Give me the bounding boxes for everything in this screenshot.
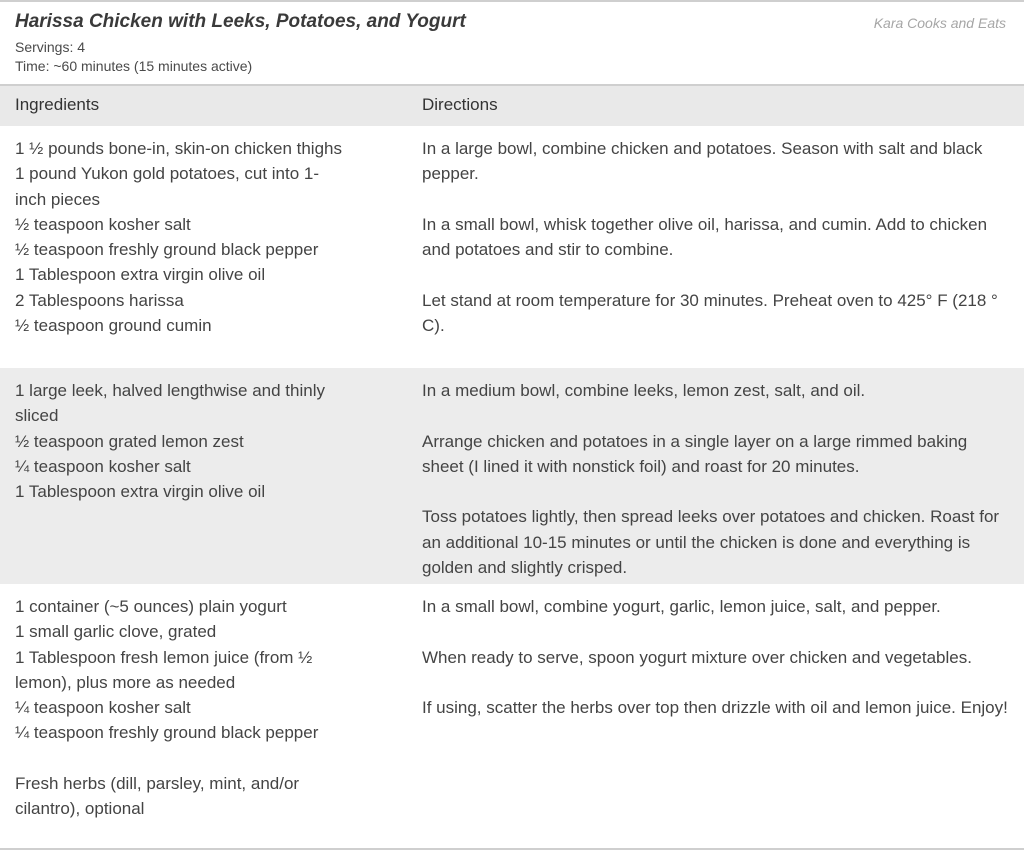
- ingredient-item: 1 Tablespoon extra virgin olive oil: [15, 482, 266, 502]
- ingredient-item: ½ teaspoon grated lemon zest: [15, 431, 244, 451]
- directions-list: [422, 378, 1012, 606]
- ingredient-item: ¼ teaspoon kosher salt: [15, 698, 191, 718]
- ingredient-item: Fresh herbs (dill, parsley, mint, and/or: [15, 774, 300, 794]
- direction-step: Let stand at room temperature for 30 minutes. Preheat oven to 425° F (218 ° C).: [422, 290, 998, 336]
- ingredient-item: ¼ teaspoon kosher salt: [15, 456, 191, 476]
- direction-step: Arrange chicken and potatoes in a single layer on a large rimmed baking sheet (I lined it with nonstick foil) and roast for 20 minutes.: [422, 431, 968, 476]
- column-headers: [0, 86, 1024, 126]
- ingredient-item: cilantro), optional: [15, 799, 145, 819]
- direction-step: In a large bowl, combine chicken and potatoes. Season with salt and black pepper.: [422, 139, 983, 184]
- ingredient-item: 1 Tablespoon extra virgin olive oil: [15, 265, 266, 285]
- recipe-source: Kara Cooks and Eats: [873, 15, 1006, 31]
- ingredient-item: ¼ teaspoon freshly ground black pepper: [15, 723, 319, 743]
- recipe-servings: Servings: 4: [15, 39, 86, 55]
- direction-step: In a small bowl, whisk together olive oil, harissa, and cumin. Add to chicken and potatoes and stir to combine.: [422, 214, 988, 260]
- direction-step: In a small bowl, combine yogurt, garlic, lemon juice, salt, and pepper.: [422, 597, 941, 616]
- directions-list: [422, 594, 1012, 746]
- ingredient-item: 1 container (~5 ounces) plain yogurt: [15, 597, 287, 616]
- ingredient-item: 1 large leek, halved lengthwise and thinly: [15, 381, 325, 400]
- ingredient-item: 2 Tablespoons harissa: [15, 290, 184, 310]
- ingredient-item: sliced: [15, 406, 59, 426]
- ingredient-item: 1 Tablespoon fresh lemon juice (from ½: [15, 647, 313, 667]
- direction-step: In a medium bowl, combine leeks, lemon zest, salt, and oil.: [422, 381, 866, 400]
- ingredients-list: [15, 594, 385, 822]
- recipe-header: [0, 2, 1024, 86]
- ingredient-item: ½ teaspoon ground cumin: [15, 316, 212, 336]
- directions-heading: Directions: [422, 95, 498, 114]
- ingredient-item: ½ teaspoon kosher salt: [15, 214, 191, 234]
- ingredient-item: 1 ½ pounds bone-in, skin-on chicken thighs: [15, 139, 342, 158]
- direction-step: If using, scatter the herbs over top then drizzle with oil and lemon juice. Enjoy!: [422, 698, 1008, 718]
- ingredients-list: [15, 136, 385, 338]
- ingredient-item: 1 small garlic clove, grated: [15, 622, 217, 642]
- bottom-divider: [0, 848, 1024, 850]
- ingredients-heading: Ingredients: [15, 95, 100, 114]
- recipe-time: Time: ~60 minutes (15 minutes active): [15, 58, 253, 74]
- ingredient-item: inch pieces: [15, 189, 101, 209]
- directions-list: [422, 136, 1012, 364]
- direction-step: Toss potatoes lightly, then spread leeks over potatoes and chicken. Roast for an additional 10-15 minutes or until the chicken is done and everything is golden and slightly crisped.: [422, 507, 1000, 578]
- recipe-section-2: [0, 368, 1024, 584]
- direction-step: When ready to serve, spoon yogurt mixture over chicken and vegetables.: [422, 647, 972, 667]
- recipe-section-3: [0, 584, 1024, 848]
- ingredient-item: 1 pound Yukon gold potatoes, cut into 1-: [15, 164, 320, 184]
- recipe-section-1: [0, 126, 1024, 368]
- ingredient-item: lemon), plus more as needed: [15, 672, 236, 692]
- ingredients-list: [15, 378, 385, 504]
- ingredient-item: ½ teaspoon freshly ground black pepper: [15, 240, 319, 260]
- recipe-title: Harissa Chicken with Leeks, Potatoes, and Yogurt: [15, 11, 466, 32]
- ingredient-spacer: [15, 746, 385, 771]
